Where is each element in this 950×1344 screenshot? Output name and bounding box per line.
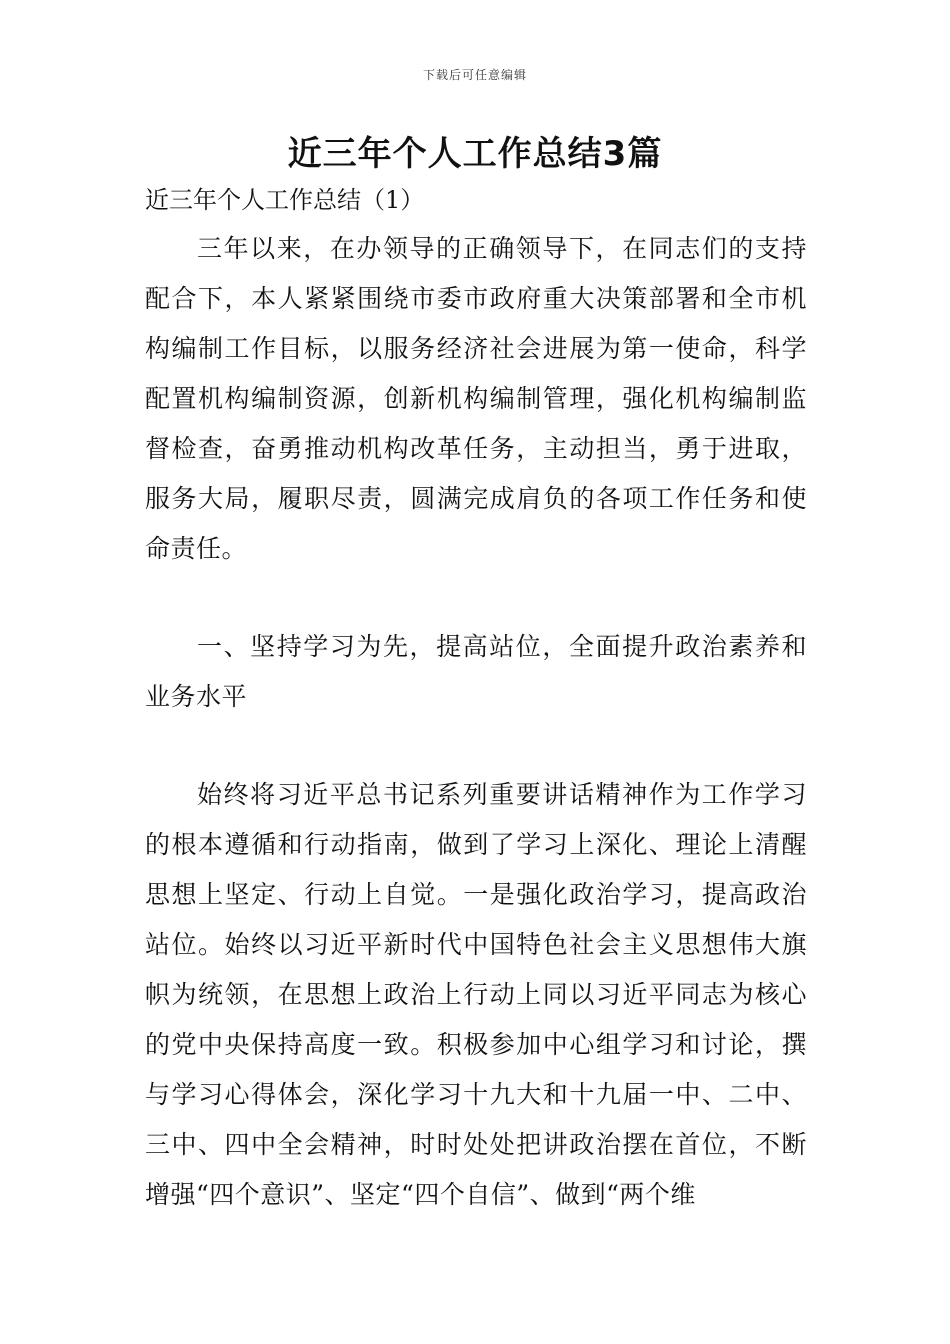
intro-paragraph: 三年以来，在办领导的正确领导下，在同志们的支持配合下，本人紧紧围绕市委市政府重大决策部署和全市机构编制工作目标，以服务经济社会进展为第一使命，科学配置机构编制资源，创新机构编制管理，强化机构编制监督检查，奋勇推动机构改革任务，主动担当，勇于进取，服务大局，履职尽责，圆满完成肩负的各项工作任务和使命责任。 [145,234,807,563]
document-title: 近三年个人工作总结3篇 [287,134,663,174]
point-one-paragraph: 始终将习近平总书记系列重要讲话精神作为工作学习的根本遵循和行动指南，做到了学习上深化、理论上清醒思想上坚定、行动上自觉。一是强化政治学习，提高政治站位。始终以习近平新时代中国特色社会主义思想伟大旗帜为统领，在思想上政治上行动上同以习近平同志为核心的党中央保持高度一致。积极参加中心组学习和讨论，撰与学习心得体会，深化学习十九大和十九届一中、二中、三中、四中全会精神，时时处处把讲政治摆在首位，不断增强“四个意识”、坚定“四个自信”、做到“两个维 [145,780,807,1209]
point-one-heading: 一、坚持学习为先，提高站位，全面提升政治素养和业务水平 [145,632,807,711]
paragraph-gap [145,574,807,622]
header-note: 下载后可任意编辑 [422,68,527,82]
section-heading: 近三年个人工作总结（1） [145,186,425,214]
paragraph-gap [145,722,807,770]
document-body [145,178,807,1220]
